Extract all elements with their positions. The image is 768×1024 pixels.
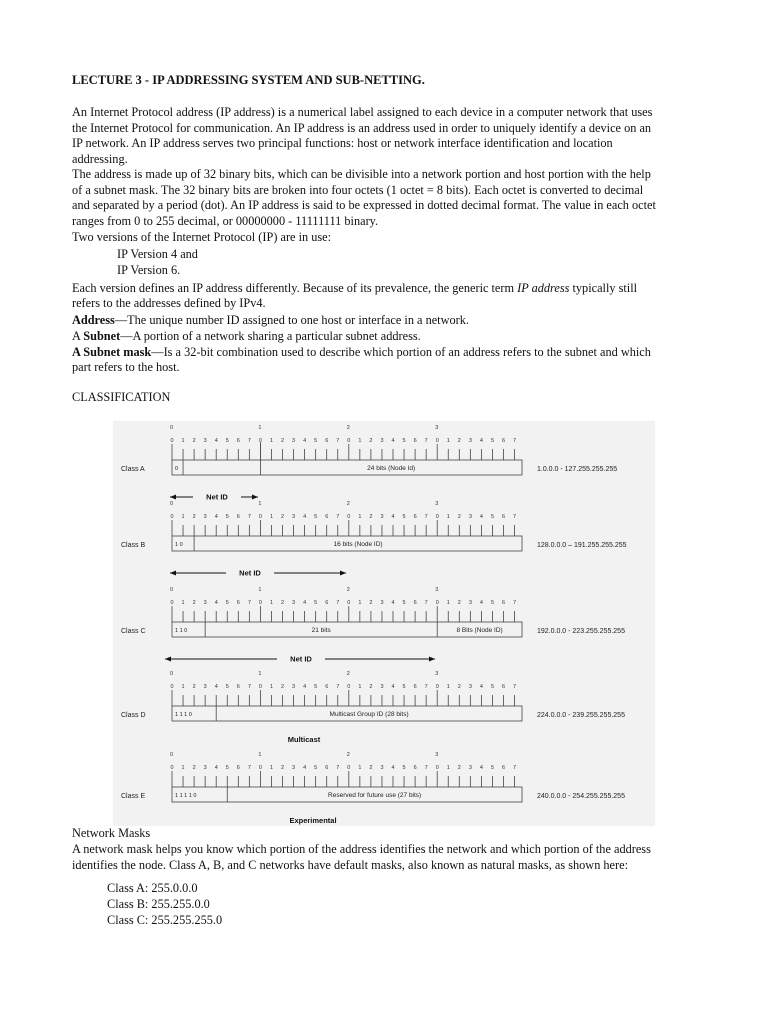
bit-label: 1: [446, 514, 450, 520]
bit-label: 2: [281, 684, 285, 690]
class-field-label: 21 bits: [311, 627, 331, 634]
bit-label: 2: [281, 438, 285, 444]
bit-label: 2: [369, 765, 373, 771]
bit-label: 5: [490, 514, 495, 520]
class-field-label: 24 bits (Node Id): [367, 465, 416, 472]
class-prefix-bits: 1 1 1 1 0: [175, 793, 197, 799]
bit-label: 4: [391, 600, 395, 606]
bit-label: 4: [214, 514, 218, 520]
bit-label: 1: [446, 600, 450, 606]
bit-label: 7: [513, 514, 517, 520]
octet-label: 0: [170, 671, 174, 677]
bit-label: 2: [192, 765, 196, 771]
subnet-mask-term: A Subnet mask: [72, 344, 152, 359]
bit-label: 0: [347, 438, 351, 444]
bit-label: 7: [336, 514, 340, 520]
bit-label: 5: [402, 684, 406, 690]
bit-label: 2: [457, 600, 461, 606]
bit-label: 6: [325, 514, 329, 520]
octet-label: 0: [170, 587, 174, 593]
prevalence-term: IP address: [517, 280, 570, 295]
mask-class-c: Class C: 255.255.255.0: [107, 913, 223, 927]
bit-label: 6: [413, 600, 417, 606]
address-definition: —The unique number ID assigned to one host or interface in a network.: [114, 312, 469, 327]
bit-label: 0: [170, 514, 174, 520]
bit-label: 5: [225, 438, 229, 444]
bit-label: 6: [502, 765, 506, 771]
bit-label: 7: [424, 684, 428, 690]
bit-label: 3: [292, 438, 296, 444]
bit-label: 1: [446, 438, 450, 444]
class-name: Class A: [121, 466, 145, 473]
bit-label: 3: [468, 514, 472, 520]
bit-label: 6: [413, 684, 417, 690]
bit-label: 2: [281, 514, 285, 520]
bit-label: 4: [303, 514, 307, 520]
octet-label: 1: [258, 501, 262, 507]
bit-label: 7: [336, 438, 340, 444]
bit-label: 2: [369, 514, 373, 520]
arrow-head-right-icon: [429, 657, 435, 662]
bit-label: 2: [192, 684, 196, 690]
network-masks-heading: Network Masks: [72, 826, 151, 840]
bit-label: 0: [170, 684, 174, 690]
bit-label: 7: [247, 684, 251, 690]
class-prefix-bits: 1 0: [175, 542, 183, 548]
bit-label: 5: [402, 600, 406, 606]
octet-label: 2: [346, 671, 350, 677]
bit-label: 4: [303, 600, 307, 606]
bit-label: 0: [435, 438, 439, 444]
octet-label: 2: [346, 752, 350, 758]
bit-label: 4: [303, 684, 307, 690]
bit-label: 2: [192, 438, 196, 444]
bit-label: 2: [281, 765, 285, 771]
bit-label: 7: [247, 514, 251, 520]
bit-label: 3: [468, 438, 472, 444]
versions-intro: Two versions of the Internet Protocol (IP) are in use:: [72, 230, 332, 244]
bit-label: 0: [435, 765, 439, 771]
ip-class-diagram-svg: [113, 421, 655, 826]
intro-line-4: addressing.: [72, 151, 128, 166]
octet-label: 3: [435, 587, 439, 593]
bit-label: 4: [391, 765, 395, 771]
bit-label: 0: [170, 765, 174, 771]
bit-label: 5: [225, 684, 229, 690]
network-masks-line-1: A network mask helps you know which portion of the address identifies the network and which portion of the address: [72, 842, 651, 856]
class-purpose-label: Multicast: [287, 735, 321, 744]
bit-label: 0: [258, 684, 262, 690]
bit-label: 2: [457, 514, 461, 520]
bit-label: 6: [413, 438, 417, 444]
bit-field-box: [172, 460, 522, 475]
bit-label: 1: [181, 765, 185, 771]
version-4-item: IP Version 4 and: [117, 246, 198, 261]
bit-label: 6: [236, 765, 240, 771]
octet-label: 3: [435, 501, 439, 507]
class-prefix-bits: 1 1 1 0: [175, 712, 192, 718]
bit-label: 0: [258, 438, 262, 444]
ip-class-diagram: [113, 421, 655, 826]
prevalence-text-c: typically still: [569, 280, 638, 295]
bit-label: 7: [513, 765, 517, 771]
bit-label: 5: [402, 514, 406, 520]
bit-label: 0: [347, 514, 351, 520]
bit-label: 3: [292, 765, 296, 771]
octet-label: 3: [435, 425, 439, 431]
bit-label: 1: [358, 684, 362, 690]
bit-label: 3: [468, 684, 472, 690]
bit-label: 7: [513, 438, 517, 444]
octet-label: 0: [170, 425, 174, 431]
bit-label: 2: [192, 514, 196, 520]
bit-label: 1: [181, 514, 185, 520]
bit-label: 1: [181, 600, 185, 606]
class-name: Class B: [121, 542, 146, 549]
bit-label: 0: [258, 514, 262, 520]
bit-label: 0: [435, 600, 439, 606]
bit-label: 4: [391, 684, 395, 690]
bit-label: 2: [369, 600, 373, 606]
bit-label: 3: [380, 600, 384, 606]
mask-class-b: Class B: 255.255.0.0: [107, 897, 210, 911]
bit-label: 4: [479, 600, 483, 606]
class-name: Class D: [121, 712, 146, 719]
prevalence-line-2: refers to the addresses defined by IPv4.: [72, 296, 266, 310]
bit-label: 1: [269, 514, 274, 520]
bit-label: 3: [380, 765, 384, 771]
bit-label: 2: [457, 438, 461, 444]
definition-address: [72, 313, 469, 329]
network-masks-line-2: identifies the node. Class A, B, and C networks have default masks, also known as natural masks, as shown here:: [72, 857, 628, 872]
octet-label: 1: [258, 671, 262, 677]
octet-label: 1: [258, 752, 262, 758]
class-field-label: Reserved for future use (27 bits): [328, 792, 422, 799]
bit-label: 7: [336, 684, 340, 690]
bit-label: 6: [236, 438, 240, 444]
bit-label: 4: [214, 438, 218, 444]
bit-label: 4: [214, 684, 218, 690]
bit-label: 3: [292, 684, 296, 690]
bit-label: 5: [490, 438, 495, 444]
bit-label: 5: [314, 684, 318, 690]
structure-line-2: of a subnet mask. The 32 binary bits are broken into four octets (1 octet = 8 bits). Each octet is converted to decimal: [72, 182, 644, 197]
prevalence-line-1: [72, 281, 637, 297]
arrow-head-right-icon: [252, 495, 258, 500]
bit-label: 6: [502, 514, 506, 520]
class-node-label: 8 Bits (Node ID): [456, 627, 503, 634]
class-prefix-bits: 0: [175, 466, 179, 472]
bit-label: 7: [513, 600, 517, 606]
class-address-range: 128.0.0.0 – 191.255.255.255: [537, 542, 627, 549]
arrow-head-left-icon: [170, 571, 176, 576]
bit-label: 5: [225, 765, 229, 771]
bit-label: 5: [490, 684, 495, 690]
bit-label: 0: [347, 765, 351, 771]
bit-label: 3: [380, 514, 384, 520]
bit-label: 2: [369, 684, 373, 690]
bit-label: 3: [203, 514, 207, 520]
bit-label: 7: [336, 765, 340, 771]
bit-label: 5: [314, 438, 318, 444]
class-address-range: 224.0.0.0 - 239.255.255.255: [537, 712, 625, 719]
bit-label: 0: [347, 600, 351, 606]
bit-label: 6: [325, 684, 329, 690]
octet-label: 3: [435, 671, 439, 677]
class-purpose-label: Experimental: [289, 816, 337, 825]
bit-label: 4: [303, 438, 307, 444]
bit-label: 0: [170, 600, 174, 606]
bit-label: 7: [247, 765, 251, 771]
bit-label: 2: [457, 684, 461, 690]
bit-label: 6: [413, 514, 417, 520]
bit-label: 0: [347, 684, 351, 690]
bit-label: 7: [513, 684, 517, 690]
definition-subnet-mask: [72, 345, 651, 361]
bit-label: 2: [192, 600, 196, 606]
bit-label: 1: [269, 600, 274, 606]
bit-label: 7: [424, 600, 428, 606]
bit-label: 1: [446, 684, 450, 690]
bit-label: 0: [435, 514, 439, 520]
bit-label: 1: [358, 514, 362, 520]
bit-label: 7: [247, 600, 251, 606]
intro-line-3: IP network. An IP address serves two principal functions: host or network interface identification and location: [72, 136, 613, 150]
bit-label: 4: [479, 684, 483, 690]
octet-label: 2: [346, 425, 350, 431]
class-address-range: 1.0.0.0 - 127.255.255.255: [537, 466, 618, 473]
subnet-definition: —A portion of a network sharing a particular subnet address.: [120, 328, 421, 343]
bit-label: 4: [214, 600, 218, 606]
bit-label: 5: [402, 438, 406, 444]
bit-label: 5: [490, 765, 495, 771]
class-name: Class E: [121, 793, 146, 800]
net-id-label: Net ID: [206, 492, 228, 502]
net-id-label: Net ID: [239, 568, 261, 578]
subnet-mask-definition: —Is a 32-bit combination used to describe which portion of an address refers to the subnet and which: [151, 344, 651, 359]
bit-label: 6: [413, 765, 417, 771]
octet-label: 3: [435, 752, 439, 758]
class-prefix-bits: 1 1 0: [175, 628, 188, 634]
bit-label: 4: [479, 514, 483, 520]
bit-label: 1: [269, 765, 274, 771]
bit-label: 5: [490, 600, 495, 606]
bit-label: 2: [369, 438, 373, 444]
intro-line-1: An Internet Protocol address (IP address) is a numerical label assigned to each device in a computer network that uses: [72, 105, 653, 119]
structure-line-4: ranges from 0 to 255 decimal, or 00000000 - 11111111 binary.: [72, 213, 379, 228]
bit-label: 1: [358, 438, 362, 444]
intro-line-2: the Internet Protocol for communication. An IP address is an address used in order to uniquely identify a device on an: [72, 120, 652, 135]
bit-label: 1: [269, 684, 274, 690]
octet-label: 2: [346, 501, 350, 507]
bit-label: 5: [314, 765, 318, 771]
bit-label: 4: [479, 765, 483, 771]
bit-label: 5: [402, 765, 406, 771]
bit-label: 3: [203, 438, 207, 444]
octet-label: 2: [346, 587, 350, 593]
bit-label: 7: [247, 438, 251, 444]
bit-label: 3: [292, 600, 296, 606]
version-6-item: IP Version 6.: [117, 263, 181, 277]
bit-label: 1: [446, 765, 450, 771]
structure-line-1: The address is made up of 32 binary bits, which can be divisible into a network portion and host portion with the help: [72, 167, 651, 181]
bit-label: 4: [391, 438, 395, 444]
arrow-head-left-icon: [170, 495, 176, 500]
bit-label: 0: [258, 765, 262, 771]
bit-label: 6: [502, 600, 506, 606]
classification-heading: CLASSIFICATION: [72, 390, 171, 404]
mask-class-a: Class A: 255.0.0.0: [107, 881, 198, 895]
bit-label: 6: [502, 684, 506, 690]
bit-label: 6: [325, 438, 329, 444]
bit-label: 7: [336, 600, 340, 606]
bit-label: 1: [358, 765, 362, 771]
bit-label: 3: [203, 600, 207, 606]
subnet-prefix: A: [72, 328, 84, 343]
bit-label: 3: [203, 765, 207, 771]
bit-label: 3: [203, 684, 207, 690]
bit-label: 2: [281, 600, 285, 606]
bit-label: 1: [269, 438, 274, 444]
bit-label: 1: [358, 600, 362, 606]
arrow-head-right-icon: [340, 571, 346, 576]
class-address-range: 240.0.0.0 - 254.255.255.255: [537, 793, 625, 800]
bit-label: 4: [303, 765, 307, 771]
bit-label: 5: [225, 514, 229, 520]
bit-label: 5: [314, 600, 318, 606]
structure-line-3: and separated by a period (dot). An IP address is said to be expressed in dotted decimal format. The value in each octet: [72, 198, 656, 212]
bit-label: 6: [502, 438, 506, 444]
bit-label: 6: [236, 600, 240, 606]
octet-label: 1: [258, 425, 262, 431]
bit-label: 6: [325, 600, 329, 606]
octet-label: 0: [170, 501, 174, 507]
octet-label: 1: [258, 587, 262, 593]
bit-label: 0: [258, 600, 262, 606]
bit-label: 6: [236, 684, 240, 690]
address-term: Address: [72, 312, 115, 327]
bit-label: 3: [468, 765, 472, 771]
bit-label: 6: [236, 514, 240, 520]
bit-label: 4: [214, 765, 218, 771]
class-name: Class C: [121, 628, 146, 635]
bit-label: 4: [479, 438, 483, 444]
bit-label: 4: [391, 514, 395, 520]
bit-label: 3: [292, 514, 296, 520]
bit-label: 5: [314, 514, 318, 520]
bit-label: 3: [380, 684, 384, 690]
bit-label: 5: [225, 600, 229, 606]
bit-label: 7: [424, 765, 428, 771]
class-field-label: Multicast Group ID (28 bits): [329, 711, 409, 718]
octet-label: 0: [170, 752, 174, 758]
prevalence-text-a: Each version defines an IP address differently. Because of its prevalence, the generic term: [72, 280, 518, 295]
bit-label: 0: [435, 684, 439, 690]
definition-subnet: [72, 329, 421, 345]
bit-label: 1: [181, 438, 185, 444]
bit-label: 7: [424, 514, 428, 520]
net-id-label: Net ID: [290, 654, 312, 664]
bit-label: 0: [170, 438, 174, 444]
bit-label: 7: [424, 438, 428, 444]
class-field-label: 16 bits (Node ID): [333, 541, 383, 548]
bit-label: 6: [325, 765, 329, 771]
class-address-range: 192.0.0.0 - 223.255.255.255: [537, 628, 625, 635]
bit-label: 3: [380, 438, 384, 444]
page-title: LECTURE 3 - IP ADDRESSING SYSTEM AND SUB-NETTING.: [72, 73, 425, 87]
bit-label: 2: [457, 765, 461, 771]
subnet-term: Subnet: [83, 328, 121, 343]
bit-label: 1: [181, 684, 185, 690]
bit-label: 3: [468, 600, 472, 606]
definition-subnet-mask-cont: part refers to the host.: [72, 360, 180, 374]
arrow-head-left-icon: [165, 657, 171, 662]
